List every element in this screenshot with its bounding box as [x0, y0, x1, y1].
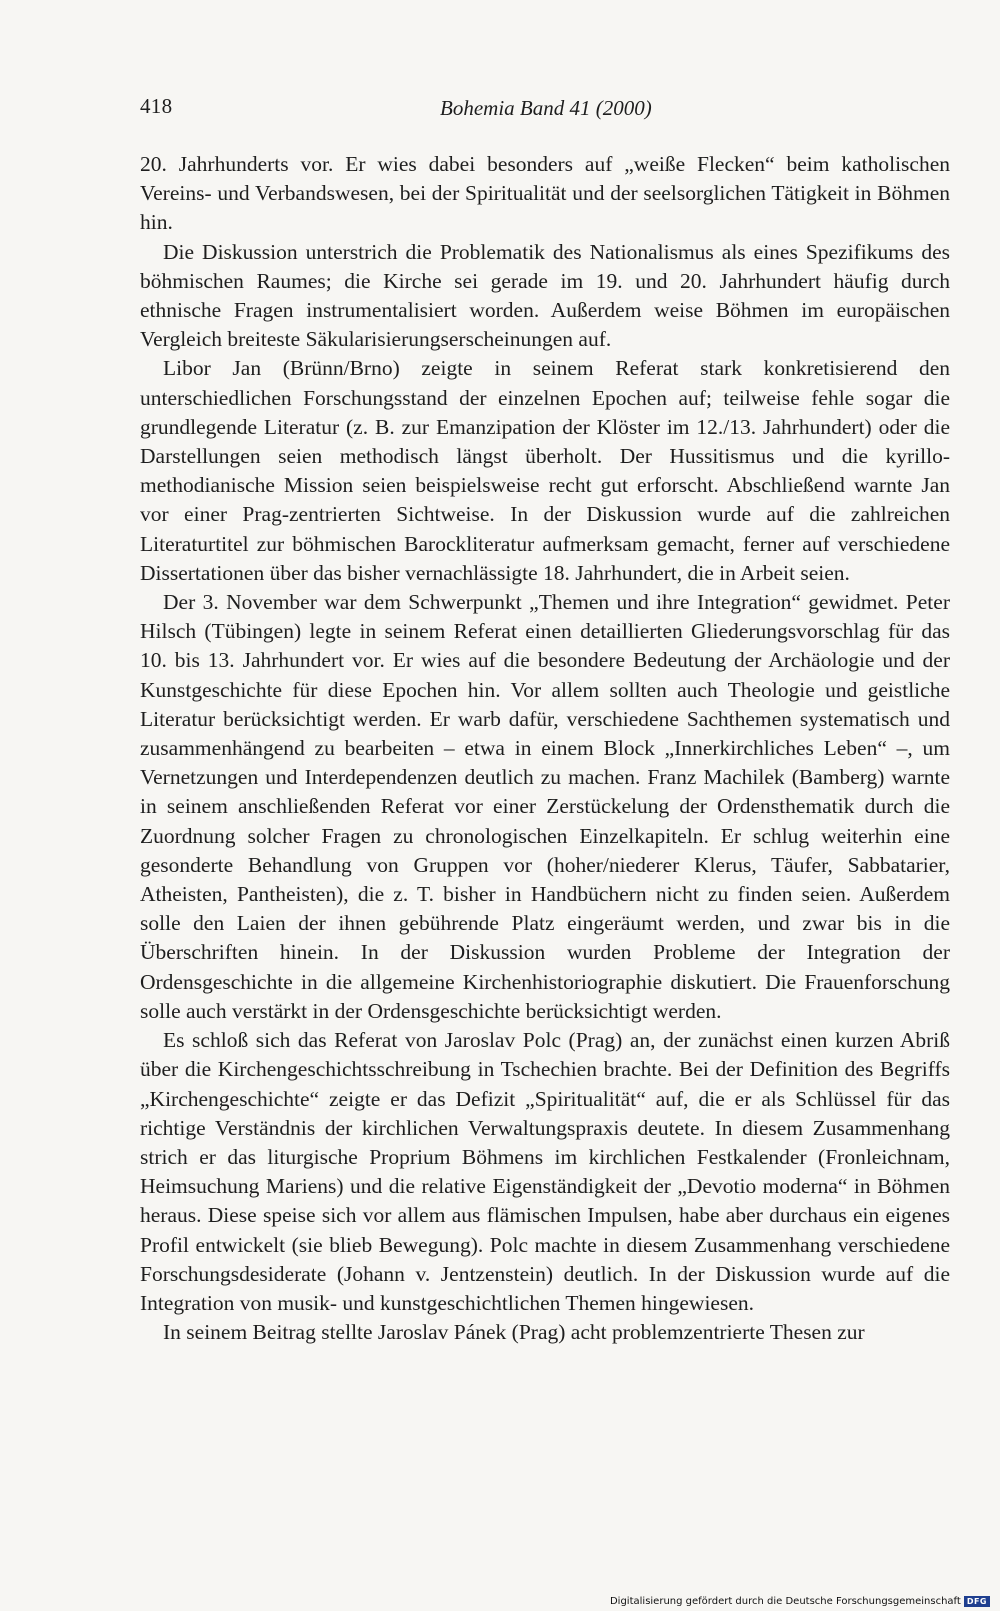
paragraph: Libor Jan (Brünn/Brno) zeigte in seinem Referat stark konkretisierend den unterschiedlichen Forschungsstand der einzelnen Epochen auf; teilweise fehle sogar die grundlegende Literatur (z. B. zur Emanzipation der Klöster im 12./13. Jahrhundert) oder die Darstellungen seien methodisch längst überholt. Der Hussitismus und die kyrillo-methodianische Mission seien beispielsweise recht gut erforscht. Abschließend warnte Jan vor einer Prag-zentrierten Sichtweise. In der Diskussion wurde auf die zahlreichen Literaturtitel zur böhmischen Barockliteratur aufmerksam gemacht, ferner auf verschiedene Dissertationen über das bisher vernachlässigte 18. Jahrhundert, die in Arbeit seien. — [140, 356, 950, 585]
dfg-logo: DFG — [964, 1596, 990, 1607]
page-number: 418 — [140, 94, 173, 118]
paragraph: Die Diskussion unterstrich die Problematik des Nationalismus als eines Spezifikums des böhmischen Raumes; die Kirche sei gerade im 19. und 20. Jahrhundert häufig durch ethnische Fragen instrumentalisiert worden. Außerdem weise Böhmen im europäischen Vergleich breiteste Säkularisierungserscheinungen auf. — [140, 239, 950, 352]
body-text — [140, 150, 950, 1347]
paragraph: Es schloß sich das Referat von Jaroslav Polc (Prag) an, der zunächst einen kurzen Abriß über die Kirchengeschichtsschreibung in Tschechien brachte. Bei der Definition des Begriffs „Kirchengeschichte“ zeigte er das Defizit „Spiritualität“ auf, die er als Schlüssel für das richtige Verständnis der kirchlichen Verwaltungspraxis deutete. In diesem Zusammenhang strich er das liturgische Proprium Böhmens im kirchlichen Festkalender (Fronleichnam, Heimsuchung Mariens) und die relative Eigenständigkeit der „Devotio moderna“ in Böhmen heraus. Diese speise sich vor allem aus flämischen Impulsen, habe aber durchaus ein eigenes Profil entwickelt (sie blieb Bewegung). Polc machte in diesem Zusammenhang verschiedene Forschungsdesiderate (Johann v. Jentzenstein) deutlich. In der Diskussion wurde auf die Integration von musik- und kunstgeschichtlichen Themen hingewiesen. — [140, 1028, 950, 1315]
paragraph: 20. Jahrhunderts vor. Er wies dabei besonders auf „weiße Flecken“ beim katholischen Vereins- und Verbandswesen, bei der Spiritualität und der seelsorglichen Tätigkeit in Böhmen hin. — [140, 152, 950, 235]
running-head: Bohemia Band 41 (2000) — [440, 96, 652, 120]
digitization-credit — [610, 1596, 990, 1607]
credit-text: Digitalisierung gefördert durch die Deutsche Forschungsgemeinschaft — [609, 1596, 961, 1607]
paragraph: In seinem Beitrag stellte Jaroslav Pánek (Prag) acht problemzentrierte Thesen zur — [163, 1320, 865, 1345]
paragraph: Der 3. November war dem Schwerpunkt „Themen und ihre Integration“ gewidmet. Peter Hilsch (Tübingen) legte in seinem Referat einen detaillierten Gliederungsvorschlag für das 10. bis 13. Jahrhundert vor. Er wies auf die besondere Bedeutung der Archäologie und der Kunstgeschichte für diese Epochen hin. Vor allem sollten auch Theologie und geistliche Literatur berücksichtigt werden. Er warb dafür, verschiedene Sachthemen systematisch und zusammenhängend zu bearbeiten – etwa in einem Block „Innerkirchliches Leben“ –, um Vernetzungen und Interdependenzen deutlich zu machen. Franz Machilek (Bamberg) warnte in seinem anschließenden Referat vor einer Zerstückelung der Ordensthematik durch die Zuordnung solcher Fragen zu chronologischen Einzelkapiteln. Er schlug weiterhin eine gesonderte Behandlung von Gruppen vor (hoher/niederer Klerus, Täufer, Sabbatarier, Atheisten, Pantheisten), die z. T. bisher in Handbüchern nicht zu finden seien. Außerdem solle den Laien der ihnen gebührende Platz eingeräumt werden, und zwar bis in die Überschriften hinein. In der Diskussion wurden Probleme der Integration der Ordensgeschichte in die allgemeine Kirchenhistoriographie diskutiert. Die Frauenforschung solle auch verstärkt in der Ordensgeschichte berücksichtigt werden. — [140, 590, 950, 1023]
